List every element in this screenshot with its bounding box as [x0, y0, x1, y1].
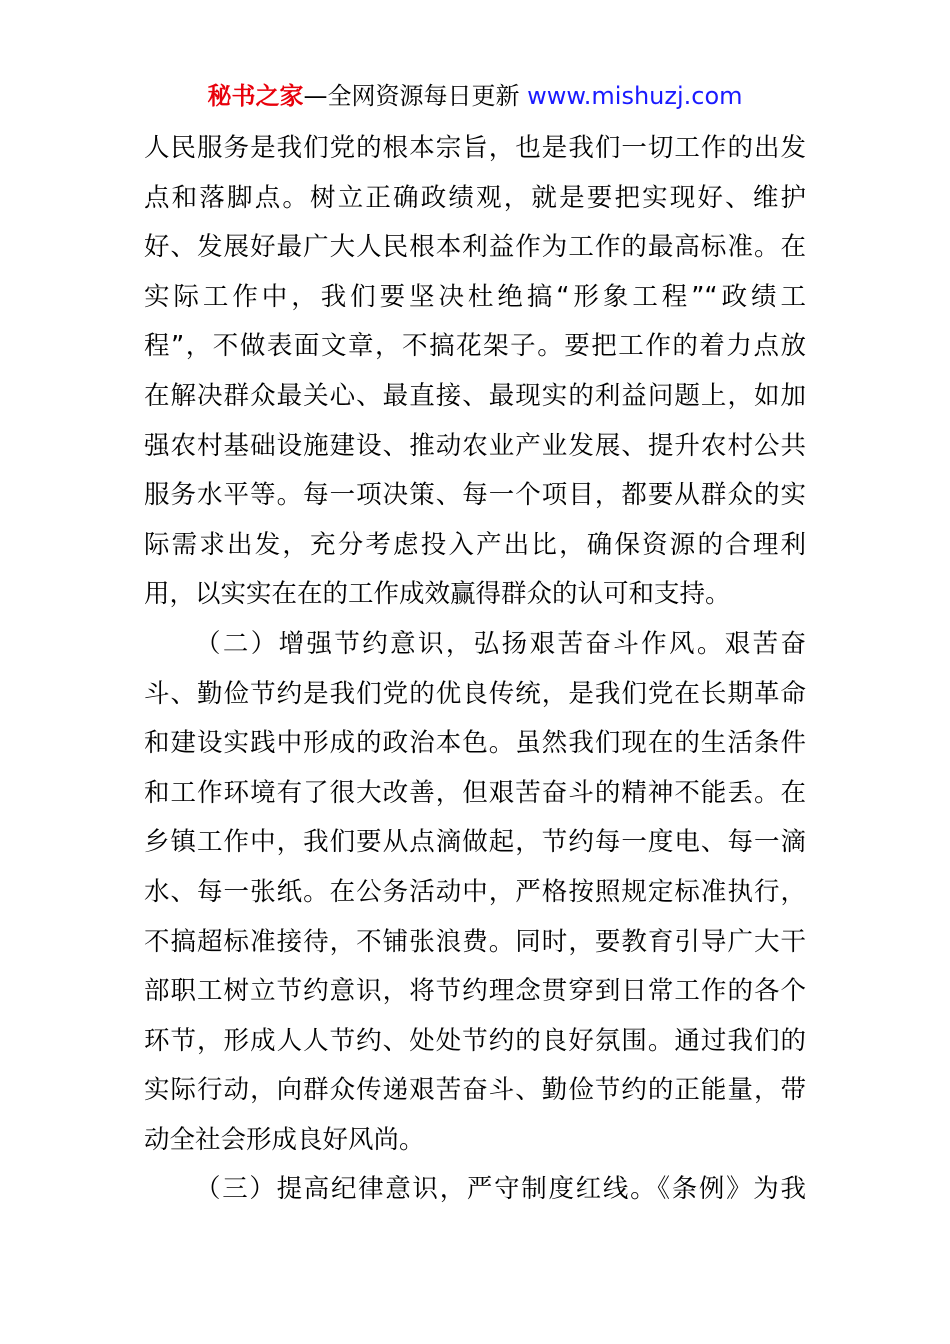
text-line: 强农村基础设施建设、推动农业产业发展、提升农村公共 — [144, 430, 806, 461]
text-line: 人民服务是我们党的根本宗旨，也是我们一切工作的出发 — [144, 133, 806, 163]
text-line: 点和落脚点。树立正确政绩观，就是要把实现好、维护 — [144, 182, 806, 213]
text-line: 好、发展好最广大人民根本利益作为工作的最高标准。在 — [144, 232, 806, 263]
text-line: 动全社会形成良好风尚。 — [144, 1124, 425, 1155]
text-line: 在解决群众最关心、最直接、最现实的利益问题上，如加 — [144, 380, 806, 411]
text-line: 际需求出发，充分考虑投入产出比，确保资源的合理利 — [144, 529, 806, 560]
text-line: 用，以实实在在的工作成效赢得群众的认可和支持。 — [144, 579, 731, 610]
text-line: 服务水平等。每一项决策、每一个项目，都要从群众的实 — [144, 480, 806, 511]
header-tagline: —全网资源每日更新 — [303, 82, 520, 110]
text-line: 和工作环境有了很大改善，但艰苦奋斗的精神不能丢。在 — [144, 777, 806, 808]
site-header — [0, 80, 950, 112]
text-line: 程”，不做表面文章，不搞花架子。要把工作的着力点放 — [144, 331, 806, 362]
paragraph-heading-line: （三）提高纪律意识，严守制度红线。《条例》为我 — [195, 1174, 806, 1205]
text-line: 乡镇工作中，我们要从点滴做起，节约每一度电、每一滴 — [144, 827, 806, 858]
document-body — [144, 124, 806, 1215]
text-line: 部职工树立节约意识，将节约理念贯穿到日常工作的各个 — [144, 976, 806, 1007]
text-line: 实际行动，向群众传递艰苦奋斗、勤俭节约的正能量，带 — [144, 1075, 806, 1106]
paragraph-heading-line: （二）增强节约意识，弘扬艰苦奋斗作风。艰苦奋 — [195, 628, 806, 659]
text-line: 环节，形成人人节约、处处节约的良好氛围。通过我们的 — [144, 1025, 806, 1056]
site-url[interactable]: www.mishuzj.com — [527, 82, 743, 110]
brand-name: 秘书之家 — [207, 82, 304, 110]
text-line: 不搞超标准接待，不铺张浪费。同时，要教育引导广大干 — [144, 926, 806, 957]
text-line: 斗、勤俭节约是我们党的优良传统，是我们党在长期革命 — [144, 678, 806, 709]
text-line: 实际工作中，我们要坚决杜绝搞“形象工程”“政绩工 — [144, 281, 806, 312]
text-line: 和建设实践中形成的政治本色。虽然我们现在的生活条件 — [144, 728, 806, 759]
text-line: 水、每一张纸。在公务活动中，严格按照规定标准执行， — [144, 876, 806, 907]
